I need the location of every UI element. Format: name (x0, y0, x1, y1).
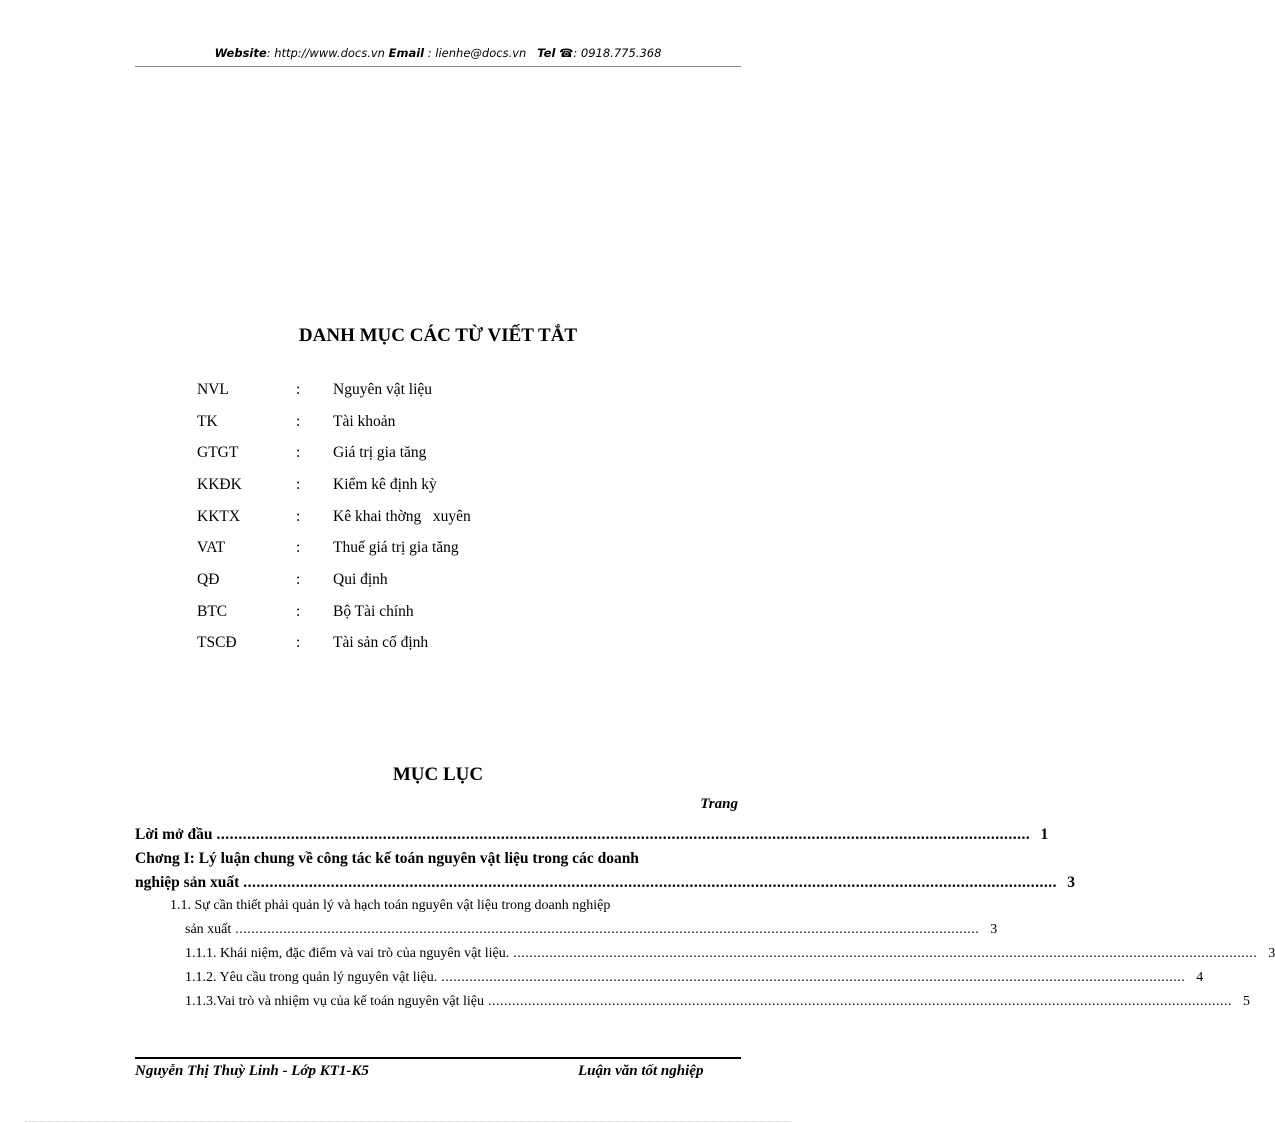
toc-leader-dots: .......................................................................................................................................................................................... (441, 970, 1186, 985)
abbreviation-code: GTGT (197, 444, 239, 461)
website-value: : http://www.docs.vn (266, 46, 385, 60)
tel-value: : 0918.775.368 (573, 46, 662, 60)
abbreviation-separator: : (296, 444, 301, 461)
toc-entry-text: Lời mở đầu (135, 826, 213, 843)
toc-entry-text: sản xuất (185, 922, 232, 937)
toc-entry[interactable] (135, 874, 1075, 896)
abbreviation-separator: : (296, 476, 301, 493)
abbreviation-separator: : (296, 603, 301, 620)
toc-entry-text: 1.1.2. Yêu cầu trong quản lý nguyên vật liệu. (185, 970, 438, 985)
toc-entry-text: 1.1.1. Khái niệm, đặc điểm và vai trò của nguyên vật liệu. (185, 946, 510, 961)
toc-entry-page: 5 (1242, 994, 1250, 1009)
page-edge (25, 1121, 791, 1122)
website-label: Website (214, 46, 267, 60)
toc-entry-text: 1.1.3.Vai trò và nhiệm vụ của kế toán nguyên vật liệu (185, 994, 484, 1009)
abbreviation-code: TK (197, 413, 218, 430)
abbreviation-meaning: Kiểm kê định kỳ (333, 476, 437, 493)
toc-entry-page: 1 (1040, 826, 1049, 843)
abbreviation-meaning: Thuế giá trị gia tăng (333, 539, 459, 556)
abbreviation-separator: : (296, 634, 301, 651)
abbreviation-meaning: Bộ Tài chính (333, 603, 414, 620)
footer-document-type: Luận văn tốt nghiệp (578, 1063, 704, 1079)
abbreviations-title: DANH MỤC CÁC TỪ VIẾT TẮT (298, 325, 578, 346)
abbreviation-meaning: Nguyên vật liệu (333, 381, 433, 398)
toc-entry-page: 3 (990, 922, 998, 937)
abbreviation-separator: : (296, 508, 301, 525)
abbreviation-separator: : (296, 571, 301, 588)
abbreviation-code: KKTX (197, 508, 241, 525)
abbreviation-code: KKĐK (197, 476, 242, 493)
phone-icon: ☎ (559, 46, 574, 60)
toc-title: MỤC LỤC (392, 764, 484, 785)
toc-page-column-header: Trang (700, 796, 738, 812)
abbreviation-code: QĐ (197, 571, 220, 588)
abbreviation-code: NVL (197, 381, 229, 398)
tel-label: Tel (537, 46, 556, 60)
toc-entry-page: 3 (1067, 874, 1075, 891)
footer-rule (135, 1057, 741, 1059)
abbreviation-meaning: Giá trị gia tăng (333, 444, 427, 461)
toc-leader-dots: .......................................................................................................................................................................................... (243, 874, 1057, 891)
toc-entry[interactable] (185, 994, 1250, 1016)
toc-entry[interactable] (185, 946, 1275, 968)
abbreviation-meaning: Qui định (333, 571, 388, 588)
toc-entry-page: 4 (1196, 970, 1204, 985)
abbreviation-meaning: Tài sản cố định (333, 634, 429, 651)
toc-entry-page: 3 (1268, 946, 1275, 961)
abbreviation-meaning: Tài khoản (333, 413, 396, 430)
toc-entry[interactable] (135, 826, 1049, 848)
abbreviation-meaning: Kê khai thờng xuyên (333, 508, 471, 525)
abbreviation-code: BTC (197, 603, 228, 620)
toc-leader-dots: .......................................................................................................................................................................................... (235, 922, 980, 937)
toc-entry[interactable] (185, 970, 1204, 992)
email-label: Email (388, 46, 425, 60)
footer-author: Nguyễn Thị Thuỳ Linh - Lớp KT1-K5 (135, 1063, 369, 1079)
toc-entry-text: nghiệp sản xuất (135, 874, 240, 891)
page-header (135, 46, 741, 60)
toc-entry-text-line1: Chơng I: Lý luận chung về công tác kế toán nguyên vật liệu trong các doanh (135, 850, 639, 867)
abbreviation-separator: : (296, 539, 301, 556)
toc-entry[interactable] (185, 922, 998, 944)
toc-entry-text-line1: 1.1. Sự cần thiết phải quản lý và hạch toán nguyên vật liệu trong doanh nghiệp (170, 898, 611, 913)
abbreviation-code: VAT (197, 539, 226, 556)
email-value: : lienhe@docs.vn (427, 46, 527, 60)
abbreviation-code: TSCĐ (197, 634, 237, 651)
header-rule (135, 66, 741, 67)
abbreviation-separator: : (296, 381, 301, 398)
toc-leader-dots: .......................................................................................................................................................................................... (513, 946, 1258, 961)
toc-leader-dots: .......................................................................................................................................................................................... (216, 826, 1031, 843)
toc-leader-dots: .......................................................................................................................................................................................... (487, 994, 1232, 1009)
abbreviation-separator: : (296, 413, 301, 430)
